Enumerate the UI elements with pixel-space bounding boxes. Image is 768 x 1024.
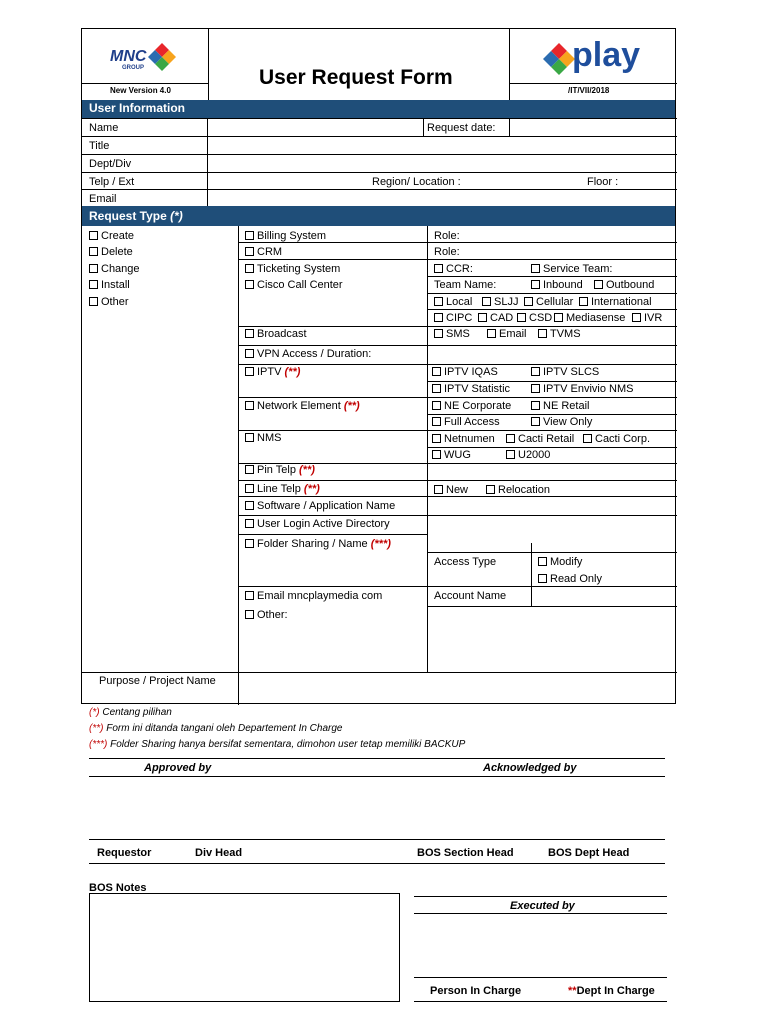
view-only-label: View Only <box>543 416 593 428</box>
bos-notes-box[interactable] <box>89 893 400 1002</box>
action-other[interactable] <box>89 295 129 309</box>
install-label: Install <box>101 279 130 291</box>
relocation-label: Relocation <box>498 484 550 496</box>
cellular-checkbox[interactable] <box>524 297 533 306</box>
note-1-text: Centang pilihan <box>99 707 172 718</box>
role-billing: Role: <box>434 230 460 242</box>
csd-checkbox[interactable] <box>517 313 526 322</box>
change-label: Change <box>101 263 140 275</box>
note-2 <box>89 722 342 736</box>
system-nms[interactable] <box>245 431 281 445</box>
opt-modify[interactable] <box>538 555 582 569</box>
note-2-mark: (**) <box>89 723 104 734</box>
cellular-label: Cellular <box>536 296 574 308</box>
folder-mark: (***) <box>370 538 391 550</box>
create-label: Create <box>101 230 135 242</box>
opt-email[interactable] <box>487 327 527 341</box>
other-system-label: Other: <box>257 609 288 621</box>
system-pin[interactable] <box>245 463 315 477</box>
line-checkbox[interactable] <box>245 484 254 493</box>
team-name-label: Team Name: <box>434 279 497 291</box>
ne-corp-checkbox[interactable] <box>432 401 441 410</box>
page-title: User Request Form <box>259 66 453 89</box>
other-system-checkbox[interactable] <box>245 610 254 619</box>
full-access-label: Full Access <box>444 416 500 428</box>
account-name-label: Account Name <box>434 590 507 602</box>
pin-mark: (**) <box>299 464 315 476</box>
action-create[interactable] <box>89 229 134 243</box>
dept-in-charge-mark: ** <box>568 985 577 997</box>
opt-cad[interactable] <box>478 311 513 325</box>
sms-label: SMS <box>446 328 470 340</box>
iptv-slcs-checkbox[interactable] <box>531 367 540 376</box>
opt-read-only[interactable] <box>538 572 602 586</box>
email-label: Email <box>89 193 117 205</box>
user-information-header: User Information <box>82 100 675 118</box>
tvms-label: TVMS <box>550 328 581 340</box>
iptv-envivio-checkbox[interactable] <box>531 384 540 393</box>
network-checkbox[interactable] <box>245 401 254 410</box>
person-in-charge-label: Person In Charge <box>430 985 522 997</box>
crm-checkbox[interactable] <box>245 247 254 256</box>
u2000-label: U2000 <box>518 449 551 461</box>
opt-local[interactable] <box>434 295 472 309</box>
ivr-checkbox[interactable] <box>632 313 641 322</box>
iptv-iqas-checkbox[interactable] <box>432 367 441 376</box>
title-label: Title <box>89 140 110 152</box>
note-3-mark: (***) <box>89 739 108 750</box>
user-request-form <box>81 28 676 704</box>
svg-text:GROUP: GROUP <box>122 65 145 71</box>
opt-ccr[interactable] <box>434 262 473 276</box>
opt-outbound[interactable] <box>594 278 654 292</box>
opt-u2000[interactable] <box>506 448 550 462</box>
delete-label: Delete <box>101 246 133 258</box>
iptv-label: IPTV <box>257 366 282 378</box>
new-checkbox[interactable] <box>434 485 443 494</box>
network-label: Network Element <box>257 400 341 412</box>
bos-section-head-label: BOS Section Head <box>417 847 514 859</box>
crm-label: CRM <box>257 246 283 258</box>
system-folder[interactable] <box>245 537 391 551</box>
system-email[interactable] <box>245 589 382 603</box>
iptv-slcs-label: IPTV SLCS <box>543 366 600 378</box>
full-access-checkbox[interactable] <box>432 417 441 426</box>
opt-cacti-retail[interactable] <box>506 432 574 446</box>
opt-ivr[interactable] <box>632 311 662 325</box>
folder-label: Folder Sharing / Name <box>257 538 368 550</box>
note-1-mark: (*) <box>89 707 100 718</box>
opt-cellular[interactable] <box>524 295 573 309</box>
region-label: Region/ Location : <box>372 176 461 188</box>
mnc-group-logo <box>106 37 186 77</box>
other-label: Other <box>101 296 129 308</box>
vpn-checkbox[interactable] <box>245 349 254 358</box>
wug-label: WUG <box>444 449 471 461</box>
login-checkbox[interactable] <box>245 519 254 528</box>
request-type-header <box>82 206 675 226</box>
opt-full-access[interactable] <box>432 415 500 429</box>
system-vpn[interactable] <box>245 347 371 361</box>
cacti-corp-checkbox[interactable] <box>583 434 592 443</box>
folder-checkbox[interactable] <box>245 539 254 548</box>
system-cisco[interactable] <box>245 278 343 292</box>
opt-iptv-stat[interactable] <box>432 382 510 396</box>
opt-sms[interactable] <box>434 327 470 341</box>
international-label: International <box>591 296 652 308</box>
tvms-checkbox[interactable] <box>538 329 547 338</box>
opt-iptv-slcs[interactable] <box>531 365 599 379</box>
opt-tvms[interactable] <box>538 327 581 341</box>
dept-in-charge <box>568 984 655 998</box>
other-checkbox[interactable] <box>89 297 98 306</box>
opt-ne-retail[interactable] <box>531 399 589 413</box>
system-broadcast[interactable] <box>245 327 307 341</box>
action-change[interactable] <box>89 262 140 276</box>
opt-csd[interactable] <box>517 311 552 325</box>
executed-by-label: Executed by <box>510 900 575 912</box>
system-other[interactable] <box>245 608 288 622</box>
dept-label: Dept/Div <box>89 158 132 170</box>
request-type-mark: (*) <box>170 209 183 223</box>
note-1 <box>89 706 172 720</box>
netnumen-checkbox[interactable] <box>432 434 441 443</box>
system-ticketing[interactable] <box>245 262 340 276</box>
relocation-checkbox[interactable] <box>486 485 495 494</box>
system-crm[interactable] <box>245 245 282 259</box>
view-only-checkbox[interactable] <box>531 417 540 426</box>
inbound-checkbox[interactable] <box>531 280 540 289</box>
note-3 <box>89 738 465 752</box>
system-iptv[interactable] <box>245 365 300 379</box>
service-team-label: Service Team: <box>543 263 613 275</box>
opt-view-only[interactable] <box>531 415 592 429</box>
opt-inbound[interactable] <box>531 278 583 292</box>
new-label: New <box>446 484 469 496</box>
network-mark: (**) <box>343 400 360 412</box>
opt-international[interactable] <box>579 295 652 309</box>
broadcast-checkbox[interactable] <box>245 329 254 338</box>
vpn-label: VPN Access / Duration: <box>257 348 372 360</box>
install-checkbox[interactable] <box>89 280 98 289</box>
modify-checkbox[interactable] <box>538 557 547 566</box>
cacti-corp-label: Cacti Corp. <box>595 433 651 445</box>
iptv-iqas-label: IPTV IQAS <box>444 366 498 378</box>
inbound-label: Inbound <box>543 279 583 291</box>
u2000-checkbox[interactable] <box>506 450 515 459</box>
change-checkbox[interactable] <box>89 264 98 273</box>
ccr-label: CCR: <box>446 263 473 275</box>
ivr-label: IVR <box>644 312 663 324</box>
local-label: Local <box>446 296 473 308</box>
read-only-checkbox[interactable] <box>538 574 547 583</box>
email-opt-label: Email <box>499 328 527 340</box>
ticketing-checkbox[interactable] <box>245 264 254 273</box>
ticketing-label: Ticketing System <box>257 263 341 275</box>
name-label: Name <box>89 122 119 134</box>
cacti-retail-label: Cacti Retail <box>518 433 575 445</box>
opt-mediasense[interactable] <box>554 311 625 325</box>
note-3-text: Folder Sharing hanya bersifat sementara, dimohon user tetap memiliki BACKUP <box>107 739 466 750</box>
software-label: Software / Application Name <box>257 500 396 512</box>
access-type-label: Access Type <box>434 556 497 568</box>
email-opt-checkbox[interactable] <box>487 329 496 338</box>
bos-dept-head-label: BOS Dept Head <box>548 847 630 859</box>
opt-netnumen[interactable] <box>432 432 495 446</box>
request-type-label: Request Type <box>89 209 167 223</box>
csd-label: CSD <box>529 312 553 324</box>
note-2-text: Form ini ditanda tangani oleh Departement In Charge <box>103 723 343 734</box>
pin-checkbox[interactable] <box>245 465 254 474</box>
cad-label: CAD <box>490 312 514 324</box>
billing-checkbox[interactable] <box>245 231 254 240</box>
cipc-label: CIPC <box>446 312 473 324</box>
ccr-checkbox[interactable] <box>434 264 443 273</box>
delete-checkbox[interactable] <box>89 247 98 256</box>
line-mark: (**) <box>303 483 320 495</box>
dept-in-charge-label: Dept In Charge <box>576 985 655 997</box>
system-software[interactable] <box>245 499 395 513</box>
system-line[interactable] <box>245 482 320 496</box>
iptv-stat-label: IPTV Statistic <box>444 383 511 395</box>
local-checkbox[interactable] <box>434 297 443 306</box>
slij-checkbox[interactable] <box>482 297 491 306</box>
role-crm: Role: <box>434 246 460 258</box>
email-system-label: Email mncplaymedia com <box>257 590 383 602</box>
request-date-label: Request date: <box>427 122 496 134</box>
mediasense-label: Mediasense <box>566 312 626 324</box>
action-delete[interactable] <box>89 245 133 259</box>
cisco-label: Cisco Call Center <box>257 279 343 291</box>
document-code: /IT/VII/2018 <box>568 86 610 95</box>
wug-checkbox[interactable] <box>432 450 441 459</box>
ne-retail-label: NE Retail <box>543 400 590 412</box>
bos-notes-label: BOS Notes <box>89 882 147 894</box>
approved-by-label: Approved by <box>144 762 212 774</box>
read-only-label: Read Only <box>550 573 602 585</box>
mediasense-checkbox[interactable] <box>554 313 563 322</box>
system-login[interactable] <box>245 517 390 531</box>
iptv-envivio-label: IPTV Envivio NMS <box>543 383 634 395</box>
cad-checkbox[interactable] <box>478 313 487 322</box>
play-logo-text: play <box>572 36 641 74</box>
create-checkbox[interactable] <box>89 231 98 240</box>
software-checkbox[interactable] <box>245 501 254 510</box>
login-label: User Login Active Directory <box>257 518 390 530</box>
opt-iptv-envivio[interactable] <box>531 382 633 396</box>
purpose-label: Purpose / Project Name <box>99 675 216 687</box>
international-checkbox[interactable] <box>579 297 588 306</box>
requestor-label: Requestor <box>97 847 152 859</box>
opt-ne-corp[interactable] <box>432 399 511 413</box>
outbound-checkbox[interactable] <box>594 280 603 289</box>
ne-corp-label: NE Corporate <box>444 400 512 412</box>
opt-new[interactable] <box>434 483 468 497</box>
opt-cipc[interactable] <box>434 311 472 325</box>
svg-text:MNC: MNC <box>110 48 147 65</box>
slij-label: SLJJ <box>494 296 519 308</box>
modify-label: Modify <box>550 556 583 568</box>
opt-iptv-iqas[interactable] <box>432 365 498 379</box>
nms-checkbox[interactable] <box>245 433 254 442</box>
iptv-stat-checkbox[interactable] <box>432 384 441 393</box>
nms-label: NMS <box>257 432 282 444</box>
telp-label: Telp / Ext <box>89 176 135 188</box>
pin-label: Pin Telp <box>257 464 296 476</box>
iptv-mark: (**) <box>284 366 301 378</box>
div-head-label: Div Head <box>195 847 243 859</box>
line-label: Line Telp <box>257 483 301 495</box>
opt-slij[interactable] <box>482 295 518 309</box>
service-team-checkbox[interactable] <box>531 264 540 273</box>
sms-checkbox[interactable] <box>434 329 443 338</box>
broadcast-label: Broadcast <box>257 328 307 340</box>
opt-service-team[interactable] <box>531 262 613 276</box>
netnumen-label: Netnumen <box>444 433 495 445</box>
opt-cacti-corp[interactable] <box>583 432 650 446</box>
system-billing[interactable] <box>245 229 326 243</box>
version-label: New Version 4.0 <box>110 86 171 95</box>
cipc-checkbox[interactable] <box>434 313 443 322</box>
floor-label: Floor : <box>587 176 619 188</box>
iptv-checkbox[interactable] <box>245 367 254 376</box>
acknowledged-by-label: Acknowledged by <box>483 762 577 774</box>
opt-wug[interactable] <box>432 448 471 462</box>
ne-retail-checkbox[interactable] <box>531 401 540 410</box>
email-checkbox[interactable] <box>245 591 254 600</box>
action-install[interactable] <box>89 278 130 292</box>
system-network[interactable] <box>245 399 360 413</box>
cisco-checkbox[interactable] <box>245 280 254 289</box>
cacti-retail-checkbox[interactable] <box>506 434 515 443</box>
opt-relocation[interactable] <box>486 483 550 497</box>
billing-label: Billing System <box>257 230 327 242</box>
outbound-label: Outbound <box>606 279 655 291</box>
